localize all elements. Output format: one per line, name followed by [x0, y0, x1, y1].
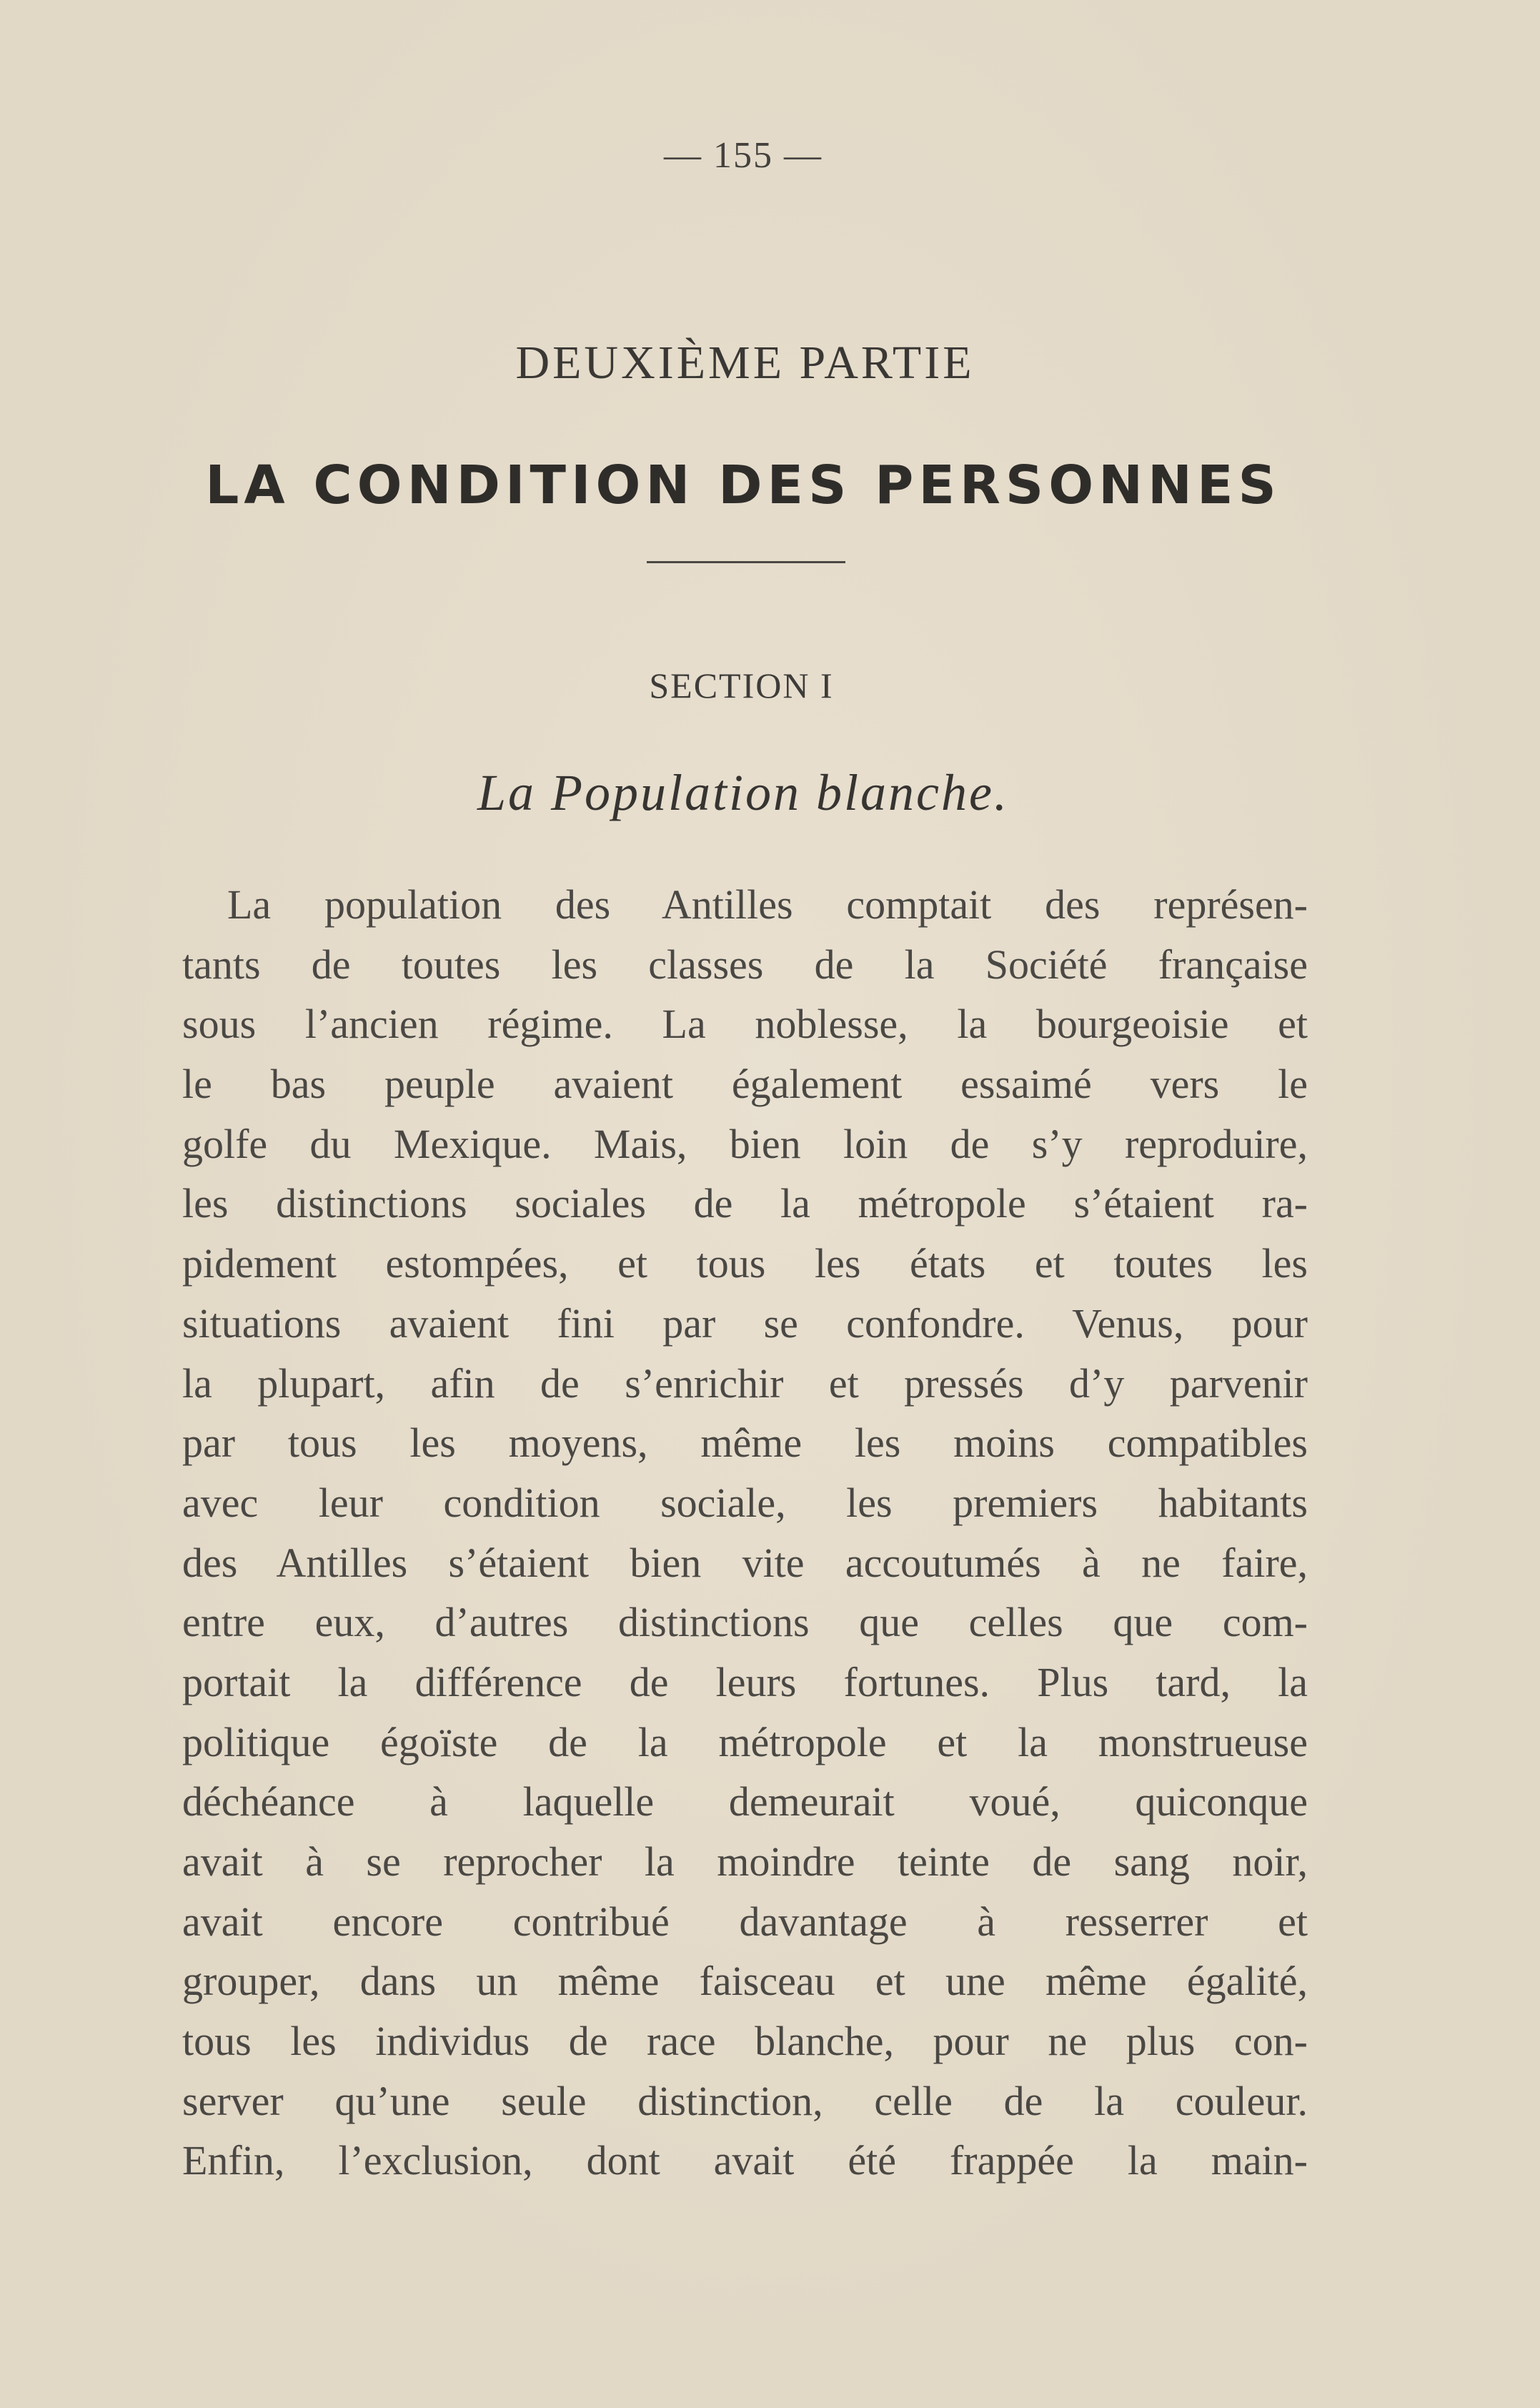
text-line: server qu’une seule distinction, celle de la couleur. — [182, 2077, 1308, 2124]
title-divider-rule — [647, 561, 845, 563]
text-line: avec leur condition sociale, les premiers habitants — [182, 1479, 1308, 1526]
text-line: pidement estompées, et tous les états et toutes les — [182, 1240, 1308, 1287]
text-line: par tous les moyens, même les moins compatibles — [182, 1419, 1308, 1467]
text-line: golfe du Mexique. Mais, bien loin de s’y reproduire, — [182, 1120, 1308, 1167]
main-title: LA CONDITION DES PERSONNES — [205, 455, 1281, 516]
body-paragraph — [182, 875, 1308, 2191]
text-line: déchéance à laquelle demeurait voué, quiconque — [182, 1778, 1308, 1825]
section-label: SECTION I — [649, 665, 834, 705]
text-line: avait à se reprocher la moindre teinte de sang noir, — [182, 1838, 1308, 1885]
text-line: La population des Antilles comptait des représen- — [227, 881, 1308, 928]
text-line: entre eux, d’autres distinctions que celles que com- — [182, 1599, 1308, 1646]
text-line: avait encore contribué davantage à resserrer et — [182, 1898, 1308, 1945]
section-subtitle: La Population blanche. — [477, 764, 1009, 821]
page-number: — 155 — — [664, 135, 823, 176]
text-line: la plupart, afin de s’enrichir et pressés d’y parvenir — [182, 1359, 1308, 1407]
text-line: tous les individus de race blanche, pour ne plus con- — [182, 2018, 1308, 2065]
text-line: les distinctions sociales de la métropole s’étaient ra- — [182, 1180, 1308, 1227]
part-title: DEUXIÈME PARTIE — [515, 337, 975, 389]
text-line: tants de toutes les classes de la Société française — [182, 941, 1308, 988]
text-line: sous l’ancien régime. La noblesse, la bourgeoisie et — [182, 1001, 1308, 1048]
text-line: grouper, dans un même faisceau et une même égalité, — [182, 1958, 1308, 2005]
text-line: Enfin, l’exclusion, dont avait été frappée la main- — [182, 2137, 1308, 2184]
text-line: politique égoïste de la métropole et la monstrueuse — [182, 1718, 1308, 1765]
text-line: portait la différence de leurs fortunes. Plus tard, la — [182, 1658, 1308, 1705]
text-line: situations avaient fini par se confondre. Venus, pour — [182, 1299, 1308, 1347]
text-line: des Antilles s’étaient bien vite accoutumés à ne faire, — [182, 1539, 1308, 1586]
text-line: le bas peuple avaient également essaimé vers le — [182, 1061, 1308, 1108]
